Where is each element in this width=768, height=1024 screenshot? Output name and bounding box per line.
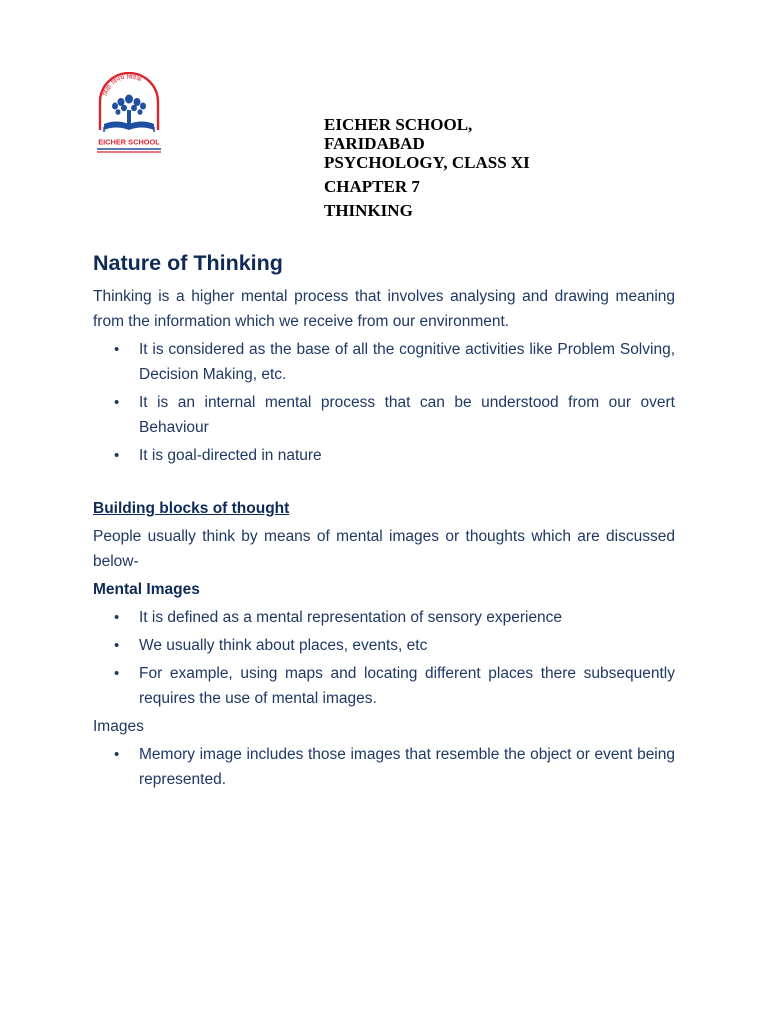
section2-intro-paragraph: People usually think by means of mental images or thoughts which are discussed below- xyxy=(93,528,675,570)
header-subject-class: PSYCHOLOGY, CLASS XI xyxy=(324,153,530,172)
subheading-mental-images: Mental Images xyxy=(93,581,200,598)
list-item: • We usually think about places, events, etc xyxy=(93,633,675,658)
list-item: • Memory image includes those images that resemble the object or event being represented. xyxy=(93,742,675,792)
logo-emblem-icon xyxy=(94,72,164,156)
document-body xyxy=(93,248,675,795)
bullet-icon: • xyxy=(114,746,120,763)
list-item: • It is considered as the base of all the cognitive activities like Problem Solving, Decision Making, etc. xyxy=(93,337,675,387)
list-item: • It is defined as a mental representation of sensory experience xyxy=(93,605,675,630)
section-title-building-blocks: Building blocks of thought xyxy=(93,500,290,517)
section1-bullet-list xyxy=(93,337,675,468)
bullet-icon: • xyxy=(114,609,120,626)
bullet-icon: • xyxy=(114,341,120,358)
mental-images-bullet-list xyxy=(93,605,675,711)
list-item: • For example, using maps and locating different places there subsequently requires the use of mental images. xyxy=(93,661,675,711)
bullet-icon: • xyxy=(114,394,120,411)
list-item: • It is an internal mental process that can be understood from our overt Behaviour xyxy=(93,390,675,440)
list-item: • It is goal-directed in nature xyxy=(93,443,675,468)
bullet-icon: • xyxy=(114,637,120,654)
svg-text:विद्या विनय विवेक xyxy=(101,73,144,97)
header-school-name: EICHER SCHOOL, xyxy=(324,115,473,134)
header-chapter-title: THINKING xyxy=(324,201,413,220)
label-images: Images xyxy=(93,718,144,735)
eicher-school-logo xyxy=(94,72,164,156)
document-header xyxy=(324,115,530,220)
images-bullet-list xyxy=(93,742,675,792)
logo-name-text: EICHER SCHOOL xyxy=(98,137,160,147)
section1-intro-paragraph: Thinking is a higher mental process that involves analysing and drawing meaning from the information which we receive from our environment. xyxy=(93,288,675,330)
bullet-icon: • xyxy=(114,665,120,682)
header-chapter: CHAPTER 7 xyxy=(324,177,420,196)
header-school-location: FARIDABAD xyxy=(324,134,425,153)
logo-hindi-text: विद्या विनय विवेक xyxy=(100,72,143,97)
section-title-nature-of-thinking: Nature of Thinking xyxy=(93,251,283,275)
bullet-icon: • xyxy=(114,447,120,464)
